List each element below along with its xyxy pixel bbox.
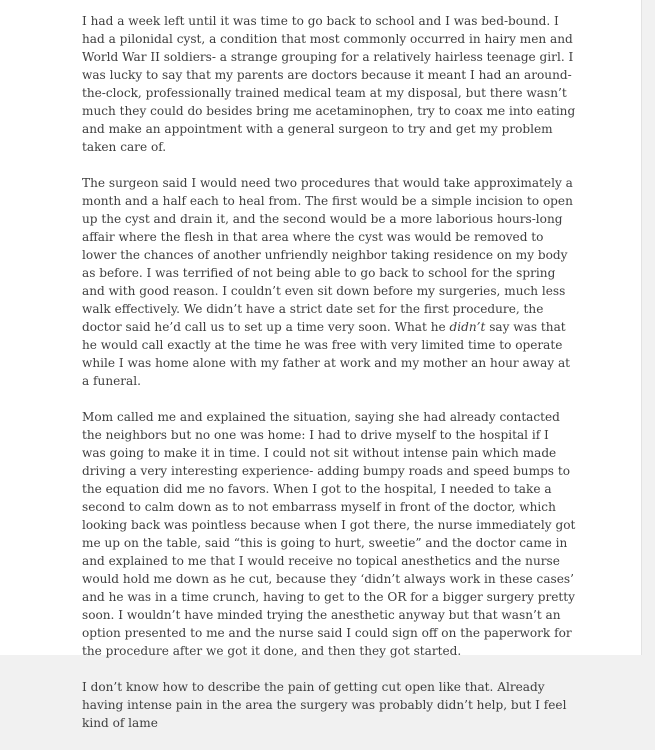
paragraph-2-emphasis: didn’t	[449, 320, 486, 334]
paragraph-2	[82, 174, 576, 390]
paragraph-2-text-start: The surgeon said I would need two procedures that would take approximately a month and a half each to heal from. The first would be a simple incision to open up the cyst and drain it, and the second would be a more laborious hours-long affair where the flesh in that area where the cyst was would be removed to lower the chances of another unfriendly neighbor taking residence on my body as before. I was terrified of not being able to go back to school for the spring and with good reason. I couldn’t even sit down before my surgeries, much less walk effectively. We didn’t have a strict date set for the first procedure, the doctor said he’d call us to set up a time very soon. What he	[82, 176, 573, 334]
paragraph-1: I had a week left until it was time to go back to school and I was bed-bound. I had a pilonidal cyst, a condition that most commonly occurred in hairy men and World War II soldiers- a strange grouping for a relatively hairless teenage girl. I was lucky to say that my parents are doctors because it meant I had an around-the-clock, professionally trained medical team at my disposal, but there wasn’t much they could do besides bring me acetaminophen, try to coax me into eating and make an appointment with a general surgeon to try and get my problem taken care of.	[82, 14, 576, 154]
paragraph-2-text-end: say was that he would call exactly at the time he was free with very limited time to operate while I was home alone with my father at work and my mother an hour away at a funeral.	[82, 320, 571, 388]
paragraph-4: I don’t know how to describe the pain of getting cut open like that. Already having intense pain in the area the surgery was probably didn’t help, but I feel kind of lame	[82, 680, 567, 730]
article-body	[82, 12, 576, 750]
paragraph-3: Mom called me and explained the situation, saying she had already contacted the neighbors but no one was home: I had to drive myself to the hospital if I was going to make it in time. I could not sit without intense pain which made driving a very interesting experience- adding bumpy roads and speed bumps to the equation did me no favors. When I got to the hospital, I needed to take a second to calm down as to not embarrass myself in front of the doctor, which looking back was pointless because when I got there, the nurse immediately got me up on the table, said “this is going to hurt, sweetie” and the doctor came in and explained to me that I would receive no topical anesthetics and the nurse would hold me down as he cut, because they ‘didn’t always work in these cases’ and he was in a time crunch, having to get to the OR for a bigger surgery pretty soon. I wouldn’t have minded trying the anesthetic anyway but that wasn’t an option presented to me and the nurse said I could sign off on the paperwork for the procedure after we got it done, and then they got started.	[82, 410, 576, 658]
